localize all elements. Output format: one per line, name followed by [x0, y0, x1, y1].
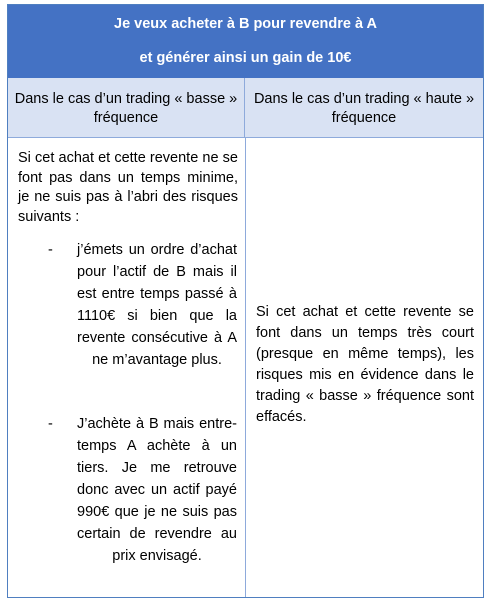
column-header-row: [8, 78, 483, 138]
high-frequency-text: Si cet achat et cette revente se font dans un temps très court (presque en même temps), les risques mis en évidence dans le trading « basse » fréquence sont effacés.: [256, 304, 474, 425]
table-title: [8, 5, 483, 78]
risk-bullet-item: [30, 239, 242, 389]
title-line-2: et générer ainsi un gain de 10€: [139, 50, 352, 66]
comparison-table: [7, 4, 484, 598]
column-divider: [245, 138, 246, 597]
bullet-dash: -: [48, 416, 53, 432]
risk-bullet-text: j’émets un ordre d’achat pour l’actif de B mais il est entre temps passé à 1110€ si bien que la revente consécutive à A ne m’avantage plus.: [77, 242, 237, 368]
column-header-low-frequency: Dans le cas d’un trading « basse » fréquence: [8, 78, 245, 137]
bullet-dash: -: [48, 242, 53, 258]
low-frequency-intro: Si cet achat et cette revente ne se font pas dans un temps minime, je ne suis pas à l’abri des risques suivants :: [18, 150, 238, 225]
column-header-high-frequency: Dans le cas d’un trading « haute » fréquence: [253, 91, 475, 126]
risk-bullet-item: [30, 413, 242, 593]
table-body-row: [8, 138, 483, 597]
risk-bullet-text: J’achète à B mais entre-temps A achète à un tiers. Je me retrouve donc avec un actif payé 990€ que je ne suis pas certain de revendre au prix envisagé.: [77, 416, 237, 564]
title-line-1: Je veux acheter à B pour revendre à A: [114, 16, 377, 32]
